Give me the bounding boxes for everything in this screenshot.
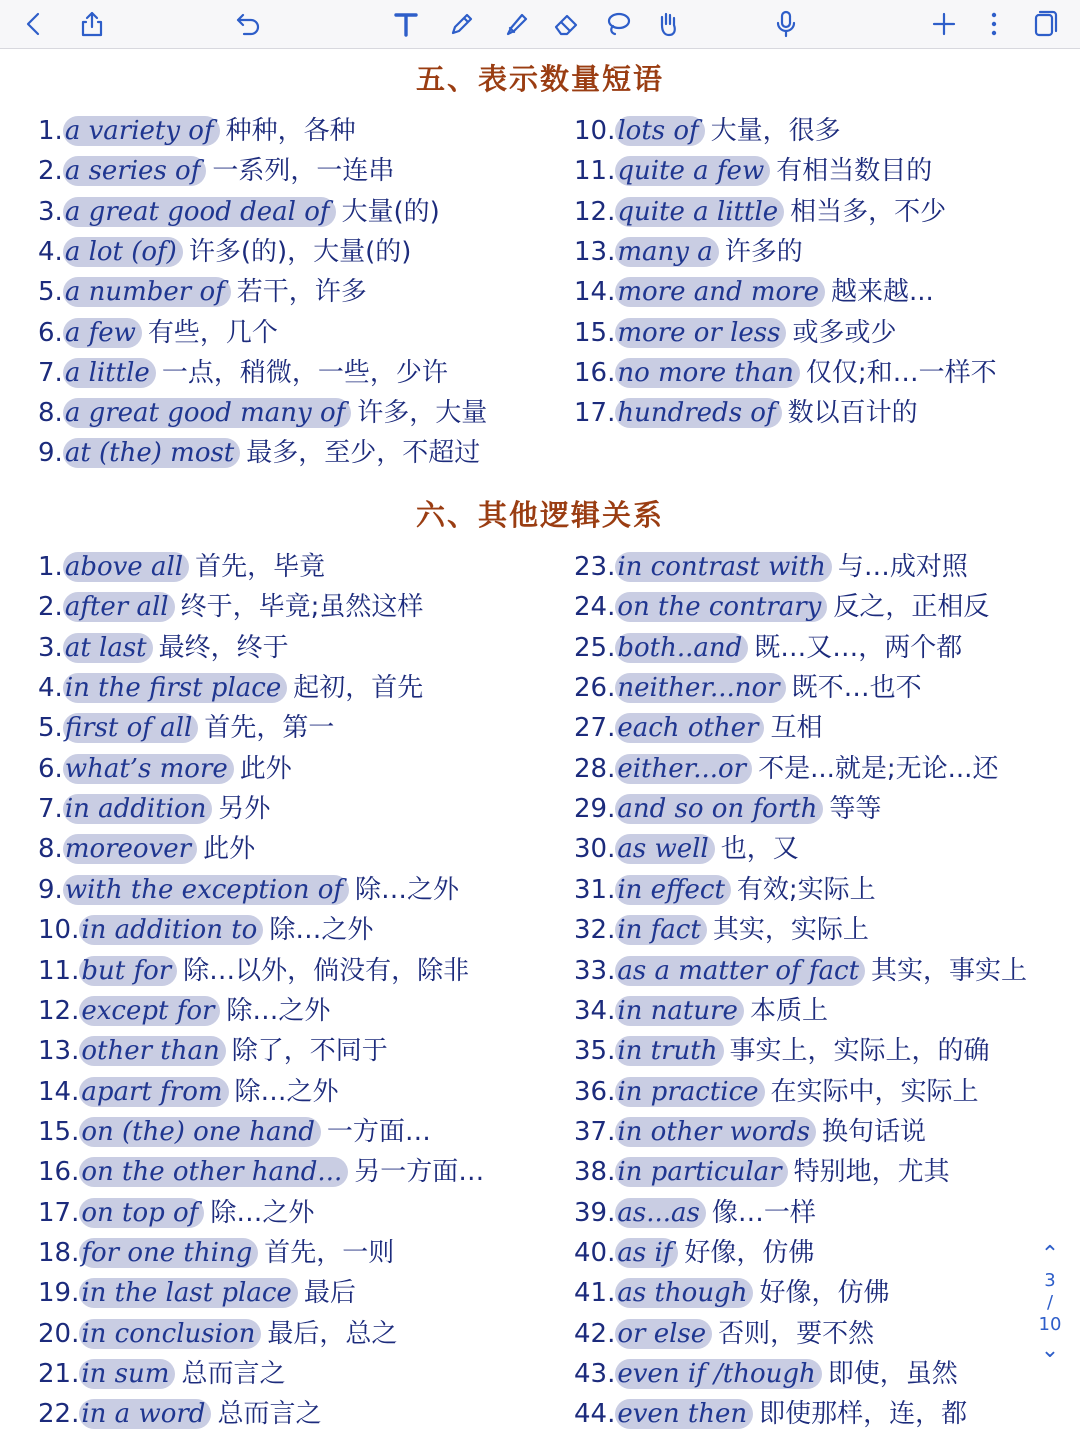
note-page[interactable] <box>0 49 1080 1440</box>
entry-number: 15. <box>574 317 616 348</box>
phrase-english: in addition to <box>79 915 263 945</box>
phrase-entry <box>38 151 394 191</box>
phrase-entry <box>574 192 946 232</box>
phrase-entry <box>38 1031 388 1071</box>
phrase-chinese: 与…成对照 <box>837 552 968 582</box>
phrase-entry <box>574 272 934 312</box>
phrase-chinese: 除…之外 <box>269 915 374 946</box>
toolbar <box>0 0 1080 49</box>
phrase-english: in truth <box>615 1036 723 1066</box>
phrase-english: as if <box>615 1238 678 1268</box>
phrase-english: at last <box>63 633 153 663</box>
phrase-english: after all <box>63 592 175 622</box>
phrase-english: on the other hand... <box>79 1157 348 1187</box>
hand-tool-icon[interactable] <box>650 6 686 42</box>
phrase-entry <box>38 393 487 433</box>
entry-number: 44. <box>574 1399 616 1430</box>
phrase-chinese: 总而言之 <box>181 1359 286 1389</box>
phrase-entry <box>38 1193 314 1233</box>
phrase-english: a lot (of) <box>63 237 183 267</box>
phrase-english: a variety of <box>63 116 220 146</box>
entry-number: 32. <box>574 915 616 946</box>
phrase-chinese: 除…之外 <box>226 995 331 1026</box>
phrase-english: hundreds of <box>615 398 781 428</box>
phrase-english: but for <box>79 956 177 986</box>
entry-number: 6. <box>38 753 63 784</box>
phrase-english: in practice <box>615 1077 764 1107</box>
phrase-chinese: 一系列，一连串 <box>212 156 395 187</box>
entry-number: 17. <box>574 398 616 429</box>
phrase-entry <box>38 668 423 708</box>
phrase-english: a great good many of <box>63 398 351 428</box>
phrase-english: each other <box>615 713 764 743</box>
entry-number: 8. <box>38 834 63 865</box>
phrase-english: quite a few <box>615 156 770 186</box>
phrase-chinese: 像…一样 <box>711 1197 816 1228</box>
phrase-english: even if /though <box>615 1359 821 1389</box>
entry-number: 1. <box>38 552 63 582</box>
entry-number: 13. <box>574 236 616 267</box>
phrase-chinese: 好像，仿佛 <box>684 1237 815 1268</box>
phrase-english: or else <box>615 1319 712 1349</box>
entry-number: 18. <box>38 1237 80 1268</box>
entry-number: 8. <box>38 398 63 429</box>
phrase-english: except for <box>79 996 220 1026</box>
phrase-english: with the exception of <box>63 875 349 905</box>
phrase-entry <box>574 951 1027 991</box>
phrase-chinese: 除…以外，倘没有，除非 <box>183 955 470 986</box>
phrase-entry <box>574 668 922 708</box>
phrase-entry <box>574 232 803 272</box>
entry-number: 9. <box>38 438 63 469</box>
phrase-chinese: 种种，各种 <box>225 116 356 146</box>
phrase-english: either...or <box>615 754 752 784</box>
phrase-chinese: 另一方面… <box>354 1157 485 1188</box>
phrase-chinese: 有些，几个 <box>147 317 278 348</box>
phrase-entry <box>38 789 270 829</box>
add-icon[interactable] <box>926 6 962 42</box>
phrase-chinese: 最后，总之 <box>267 1318 398 1349</box>
phrase-chinese: 大量，很多 <box>710 116 841 146</box>
phrase-chinese: 另外 <box>218 794 271 825</box>
phrase-chinese: 仅仅;和…一样不 <box>805 357 997 388</box>
entry-number: 4. <box>38 673 63 704</box>
entry-number: 12. <box>38 995 80 1026</box>
phrase-chinese: 有相当数目的 <box>776 156 933 187</box>
entry-number: 3. <box>38 196 63 227</box>
phrase-entry <box>574 1031 990 1071</box>
section-heading: 六、其他逻辑关系 <box>415 498 664 532</box>
entry-number: 12. <box>574 196 616 227</box>
phrase-chinese: 最终，终于 <box>158 632 289 663</box>
phrase-english: as a matter of fact <box>615 956 865 986</box>
phrase-english: a number of <box>63 277 231 307</box>
phrase-entry <box>574 587 989 627</box>
phrase-english: what’s more <box>63 754 234 784</box>
phrase-english: in effect <box>615 875 731 905</box>
phrase-chinese: 也，又 <box>720 834 799 865</box>
phrase-entry <box>38 951 469 991</box>
share-icon[interactable] <box>74 6 110 42</box>
entry-number: 37. <box>574 1116 616 1147</box>
entry-number: 21. <box>38 1359 80 1389</box>
phrase-entry <box>38 708 334 748</box>
phrase-chinese: 有效;实际上 <box>736 874 876 905</box>
eraser-icon[interactable] <box>548 6 584 42</box>
phrase-chinese: 许多的 <box>724 236 803 267</box>
entry-number: 10. <box>38 915 80 946</box>
phrase-english: apart from <box>79 1077 228 1107</box>
phrase-chinese: 最多，至少，不超过 <box>246 438 481 469</box>
text-tool-icon[interactable] <box>388 6 424 42</box>
phrase-english: even then <box>615 1399 753 1429</box>
highlighter-icon[interactable] <box>498 6 534 42</box>
phrase-entry <box>574 1112 926 1152</box>
entry-number: 7. <box>38 357 63 388</box>
page-indicator <box>1030 1240 1070 1390</box>
phrase-english: in particular <box>615 1157 787 1187</box>
phrase-english: in contrast with <box>615 552 831 582</box>
phrase-entry <box>38 192 440 232</box>
phrase-chinese: 互相 <box>770 713 823 744</box>
phrase-english: as...as <box>615 1198 705 1228</box>
entry-number: 22. <box>38 1399 80 1430</box>
phrase-entry <box>574 628 962 668</box>
phrase-entry <box>38 1233 394 1273</box>
phrase-english: a few <box>63 318 142 348</box>
phrase-chinese: 其实，事实上 <box>871 955 1028 986</box>
phrase-entry <box>574 991 828 1031</box>
phrase-entry <box>574 829 799 869</box>
phrase-english: as well <box>615 834 714 864</box>
entry-number: 27. <box>574 713 616 744</box>
phrase-entry <box>574 111 841 151</box>
phrase-entry <box>574 1152 950 1192</box>
entry-number: 31. <box>574 874 616 905</box>
phrase-entry <box>38 353 448 393</box>
entry-number: 14. <box>574 277 616 308</box>
phrase-english: first of all <box>63 713 199 743</box>
phrase-chinese: 最后 <box>303 1278 356 1309</box>
phrase-chinese: 首先，毕竟 <box>195 552 326 582</box>
phrase-english: in addition <box>63 794 213 824</box>
phrase-chinese: 不是...就是;无论...还 <box>758 753 999 784</box>
phrase-entry <box>574 547 968 587</box>
entry-number: 6. <box>38 317 63 348</box>
phrase-english: many a <box>615 237 718 267</box>
phrase-chinese: 特别地，尤其 <box>793 1157 950 1188</box>
entry-number: 29. <box>574 794 616 825</box>
entry-number: 16. <box>38 1157 80 1188</box>
entry-number: 9. <box>38 874 63 905</box>
phrase-english: in the last place <box>79 1278 297 1308</box>
phrase-entry <box>574 353 997 393</box>
phrase-chinese: 除…之外 <box>234 1076 339 1107</box>
phrase-entry <box>574 870 876 910</box>
entry-number: 5. <box>38 277 63 308</box>
phrase-chinese: 许多(的)，大量(的) <box>188 236 412 267</box>
phrase-chinese: 此外 <box>239 753 292 784</box>
entry-number: 16. <box>574 357 616 388</box>
entry-number: 43. <box>574 1359 616 1389</box>
phrase-english: a great good deal of <box>63 197 336 227</box>
phrase-entry <box>574 1354 958 1394</box>
phrase-english: lots of <box>615 116 704 146</box>
chevron-down-icon[interactable]: ⌄ <box>1040 1338 1060 1363</box>
entry-number: 17. <box>38 1197 80 1228</box>
microphone-icon[interactable] <box>768 6 804 42</box>
phrase-entry <box>574 1314 874 1354</box>
phrase-english: in nature <box>615 996 744 1026</box>
phrase-chinese: 本质上 <box>749 995 828 1026</box>
phrase-english: for one thing <box>79 1238 258 1268</box>
phrase-entry <box>574 708 823 748</box>
phrase-entry <box>574 1394 967 1434</box>
phrase-entry <box>38 111 356 151</box>
phrase-chinese: 首先，第一 <box>204 713 335 744</box>
phrase-chinese: 首先，一则 <box>264 1237 395 1268</box>
phrase-english: in the first place <box>63 673 287 703</box>
undo-icon[interactable] <box>230 6 266 42</box>
phrase-chinese: 此外 <box>203 834 256 865</box>
entry-number: 41. <box>574 1278 616 1309</box>
phrase-entry <box>38 1394 321 1434</box>
entry-number: 28. <box>574 753 616 784</box>
phrase-entry <box>38 272 367 312</box>
entry-number: 26. <box>574 673 616 704</box>
entry-number: 2. <box>38 592 63 623</box>
entry-number: 23. <box>574 552 616 582</box>
phrase-english: in sum <box>79 1359 175 1389</box>
phrase-english: moreover <box>63 834 197 864</box>
phrase-english: more or less <box>615 318 786 348</box>
phrase-entry <box>38 587 423 627</box>
entry-number: 38. <box>574 1157 616 1188</box>
phrase-english: in fact <box>615 915 706 945</box>
phrase-entry <box>38 870 459 910</box>
chevron-up-icon[interactable]: ⌃ <box>1040 1242 1060 1267</box>
phrase-english: at (the) most <box>63 438 240 468</box>
phrase-entry <box>38 910 373 950</box>
phrase-english: other than <box>79 1036 225 1066</box>
phrase-entry <box>574 151 932 191</box>
phrase-chinese: 换句话说 <box>821 1116 926 1147</box>
back-icon[interactable] <box>16 6 52 42</box>
phrase-chinese: 事实上，实际上，的确 <box>729 1036 990 1067</box>
entry-number: 33. <box>574 955 616 986</box>
phrase-english: more and more <box>615 277 825 307</box>
phrase-entry <box>38 313 278 353</box>
phrase-chinese: 除了，不同于 <box>231 1036 388 1067</box>
page-separator: / <box>1046 1292 1054 1313</box>
phrase-chinese: 即使，虽然 <box>827 1359 958 1389</box>
entry-number: 11. <box>574 156 616 187</box>
phrase-chinese: 既…又…，两个都 <box>754 632 963 663</box>
phrase-english: quite a little <box>615 197 784 227</box>
phrase-chinese: 好像，仿佛 <box>759 1278 890 1309</box>
phrase-english: a series of <box>63 156 207 186</box>
entry-number: 5. <box>38 713 63 744</box>
phrase-english: a little <box>63 358 156 388</box>
phrase-chinese: 终于，毕竟;虽然这样 <box>180 592 424 623</box>
phrase-chinese: 除…之外 <box>210 1197 315 1228</box>
entry-number: 10. <box>574 116 616 146</box>
phrase-entry <box>38 1152 484 1192</box>
phrase-entry <box>38 1273 356 1313</box>
phrase-english: no more than <box>615 358 800 388</box>
phrase-chinese: 一点，稍微，一些，少许 <box>161 357 448 388</box>
phrase-chinese: 或多或少 <box>792 317 897 348</box>
entry-number: 11. <box>38 955 80 986</box>
entry-number: 24. <box>574 592 616 623</box>
phrase-entry <box>38 1112 431 1152</box>
pen-tool-icon[interactable] <box>444 6 480 42</box>
entry-number: 14. <box>38 1076 80 1107</box>
phrase-chinese: 除…之外 <box>355 874 460 905</box>
phrase-english: above all <box>63 552 189 582</box>
entry-number: 39. <box>574 1197 616 1228</box>
phrase-english: neither...nor <box>615 673 785 703</box>
phrase-chinese: 反之，正相反 <box>833 592 990 623</box>
section-heading: 五、表示数量短语 <box>415 62 664 96</box>
entry-number: 34. <box>574 995 616 1026</box>
phrase-chinese: 在实际中，实际上 <box>770 1076 979 1107</box>
entry-number: 42. <box>574 1318 616 1349</box>
entry-number: 1. <box>38 116 63 146</box>
phrase-entry <box>38 433 480 473</box>
phrase-entry <box>38 749 292 789</box>
phrase-entry <box>574 1193 816 1233</box>
phrase-entry <box>574 313 897 353</box>
entry-number: 36. <box>574 1076 616 1107</box>
phrase-entry <box>38 232 411 272</box>
entry-number: 4. <box>38 236 63 267</box>
entry-number: 40. <box>574 1237 616 1268</box>
entry-number: 25. <box>574 632 616 663</box>
phrase-entry <box>38 547 325 587</box>
phrase-chinese: 大量(的) <box>341 196 440 227</box>
phrase-entry <box>38 991 330 1031</box>
phrase-entry <box>574 393 918 433</box>
phrase-chinese: 否则，要不然 <box>718 1318 875 1349</box>
phrase-entry <box>38 1072 339 1112</box>
entry-number: 13. <box>38 1036 80 1067</box>
entry-number: 2. <box>38 156 63 187</box>
phrase-english: both..and <box>615 633 748 663</box>
total-pages: 10 <box>1038 1314 1062 1335</box>
phrase-entry <box>574 1072 979 1112</box>
phrase-entry <box>574 749 998 789</box>
entry-number: 35. <box>574 1036 616 1067</box>
phrase-chinese: 等等 <box>829 794 882 825</box>
phrase-chinese: 数以百计的 <box>787 398 918 429</box>
entry-number: 7. <box>38 794 63 825</box>
phrase-chinese: 许多，大量 <box>357 398 488 429</box>
entry-number: 30. <box>574 834 616 865</box>
entry-number: 19. <box>38 1278 80 1309</box>
phrase-entry <box>574 910 869 950</box>
phrase-entry <box>574 1273 889 1313</box>
entry-number: 15. <box>38 1116 80 1147</box>
phrase-chinese: 一方面… <box>326 1116 431 1147</box>
phrase-english: on (the) one hand <box>79 1117 320 1147</box>
pages-icon[interactable] <box>1026 6 1062 42</box>
phrase-english: in a word <box>79 1399 211 1429</box>
phrase-english: on top of <box>79 1198 204 1228</box>
phrase-entry <box>38 829 255 869</box>
phrase-english: in other words <box>615 1117 816 1147</box>
phrase-chinese: 总而言之 <box>217 1399 322 1430</box>
phrase-chinese: 既不…也不 <box>791 673 922 704</box>
phrase-english: and so on forth <box>615 794 823 824</box>
phrase-entry <box>38 628 289 668</box>
phrase-chinese: 若干，许多 <box>236 277 367 308</box>
more-icon[interactable] <box>976 6 1012 42</box>
entry-number: 3. <box>38 632 63 663</box>
phrase-chinese: 越来越... <box>831 277 934 308</box>
phrase-english: on the contrary <box>615 592 827 622</box>
phrase-entry <box>38 1314 397 1354</box>
lasso-icon[interactable] <box>600 6 636 42</box>
phrase-chinese: 其实，实际上 <box>712 915 869 946</box>
phrase-entry <box>38 1354 285 1394</box>
phrase-chinese: 即使那样，连，都 <box>759 1399 968 1430</box>
phrase-entry <box>574 789 881 829</box>
phrase-entry <box>574 1233 814 1273</box>
phrase-english: as though <box>615 1278 753 1308</box>
phrase-chinese: 起初，首先 <box>293 673 424 704</box>
phrase-chinese: 相当多，不少 <box>790 196 947 227</box>
current-page: 3 <box>1044 1270 1056 1291</box>
phrase-english: in conclusion <box>79 1319 261 1349</box>
entry-number: 20. <box>38 1318 80 1349</box>
